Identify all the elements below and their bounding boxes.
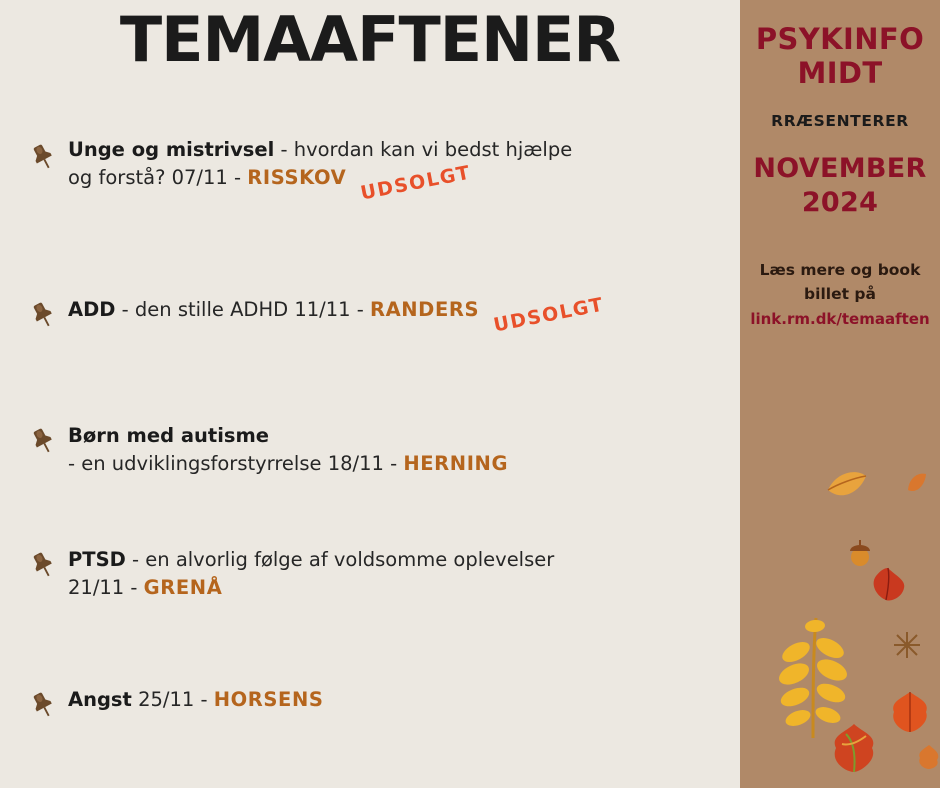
booking-link[interactable]: link.rm.dk/temaaften <box>750 309 930 328</box>
event-date: og forstå? 07/11 - <box>68 166 248 190</box>
pushpin-icon <box>28 300 58 330</box>
event-desc: 25/11 - <box>131 688 214 711</box>
month-year <box>748 152 932 220</box>
event-list <box>0 136 740 756</box>
star-anise-icon <box>892 630 922 660</box>
leaf-icon <box>824 466 870 506</box>
booking-line-1: Læs mere og book <box>759 260 921 279</box>
event-desc: - en udviklingsforstyrrelse 18/11 - <box>68 452 404 476</box>
event-text <box>68 136 740 205</box>
booking-line-2: billet på <box>804 284 876 303</box>
event-text <box>68 534 740 603</box>
event-title: PTSD <box>68 548 126 571</box>
leaf-icon <box>888 690 932 734</box>
pushpin-icon <box>28 142 58 172</box>
event-location: RISSKOV <box>247 166 347 190</box>
brand-line-1: PSYKINFO <box>755 22 925 56</box>
list-item <box>0 534 740 666</box>
pushpin-icon <box>28 550 58 580</box>
list-item <box>0 136 740 278</box>
month-label: NOVEMBER <box>753 153 927 185</box>
status-badge: UDSOLGT <box>491 293 606 337</box>
event-location: HORSENS <box>213 688 324 711</box>
presents-label: RRÆSENTERER <box>771 112 909 131</box>
pushpin-icon <box>28 426 58 456</box>
event-text <box>68 278 740 337</box>
event-location: RANDERS <box>369 298 480 321</box>
list-item <box>0 406 740 534</box>
event-desc: - den stille ADHD 11/11 - <box>115 298 370 321</box>
event-title: Unge og mistrivsel <box>68 138 275 161</box>
sidebar <box>740 0 940 788</box>
leaf-icon <box>826 722 882 774</box>
list-item <box>0 278 740 406</box>
brand-name <box>748 22 932 90</box>
event-text <box>68 666 740 714</box>
event-title: ADD <box>68 298 116 321</box>
list-item <box>0 666 740 756</box>
page-title: TEMAAFTENER <box>119 3 621 76</box>
pushpin-icon <box>28 690 58 720</box>
status-badge: UDSOLGT <box>359 161 474 205</box>
event-date: 21/11 - <box>68 576 144 600</box>
leaf-icon <box>905 470 929 496</box>
event-desc: - hvordan kan vi bedst hjælpe <box>274 138 573 161</box>
leaf-icon <box>868 566 908 604</box>
event-title: Børn med autisme <box>68 424 270 447</box>
event-location: GRENÅ <box>143 576 223 600</box>
acorn-icon <box>845 538 875 568</box>
event-text <box>68 406 740 479</box>
year-label: 2024 <box>801 187 879 219</box>
event-title: Angst <box>68 688 132 711</box>
event-location: HERNING <box>403 452 509 476</box>
booking-info <box>748 258 932 331</box>
leaf-icon <box>916 744 940 770</box>
event-desc: - en alvorlig følge af voldsomme oplevelser <box>125 548 555 571</box>
brand-line-2: MIDT <box>797 56 883 91</box>
